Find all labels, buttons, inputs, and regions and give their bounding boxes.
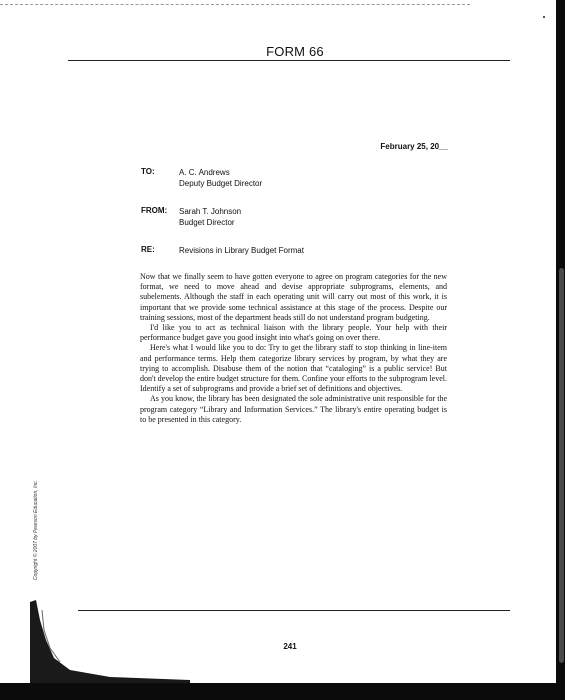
memo-date: February 25, 20__ [380,142,448,151]
form-title: FORM 66 [266,44,324,59]
from-name: Sarah T. Johnson [179,207,242,216]
page-number: 241 [283,642,297,651]
re-subject: Revisions in Library Budget Format [179,246,304,255]
body-paragraph-2: I'd like you to act as technical liaison with the library people. Your help with their performance budget gave you good insight into what's going on over there. [140,323,447,343]
to-recipient [179,167,262,189]
from-title: Budget Director [179,218,235,227]
top-edge-dashed-line [0,4,470,5]
to-title: Deputy Budget Director [179,179,263,188]
from-sender [179,206,241,228]
corner-mark [543,16,545,18]
body-paragraph-1: Now that we finally seem to have gotten everyone to agree on program categories for the new format, we need to move ahead and devise appropriate subprograms, elements, and subelements. Although the staff in each operating unit will carry out most of this work, it is important that we provide some technical assistance at this stage of the process. Despite our training sessions, most of the department heads still do not understand program budgeting. [140,272,447,322]
body-paragraph-4: As you know, the library has been designated the sole administrative unit responsible for the program category “Library and Information Services.” The library's entire operating budget is to be presented in this category. [140,394,447,424]
side-copyright-notice: Copyright © 2007 by Pearson Education, Inc. [33,479,39,581]
bottom-frame-bar [0,683,565,700]
body-paragraph-3: Here's what I would like you to do: Try to get the library staff to stop thinking in line-item and performance terms. Help them categorize library services by program, by what they are trying to accomplish. Disabuse them of the notion that “cataloging” is a public service! But don't develop the entire budget structure for them. Confine your efforts to the subprogram level. Identify a set of subprograms and provide a brief set of definitions and objectives. [140,343,447,394]
scrollbar-thumb[interactable] [559,268,564,663]
memo-body [140,272,447,425]
from-label: FROM: [141,206,168,215]
book-spine-shadow [30,600,190,690]
to-name: A. C. Andrews [179,168,230,177]
to-label: TO: [141,167,155,176]
re-label: RE: [141,245,155,254]
header-rule [68,60,510,61]
